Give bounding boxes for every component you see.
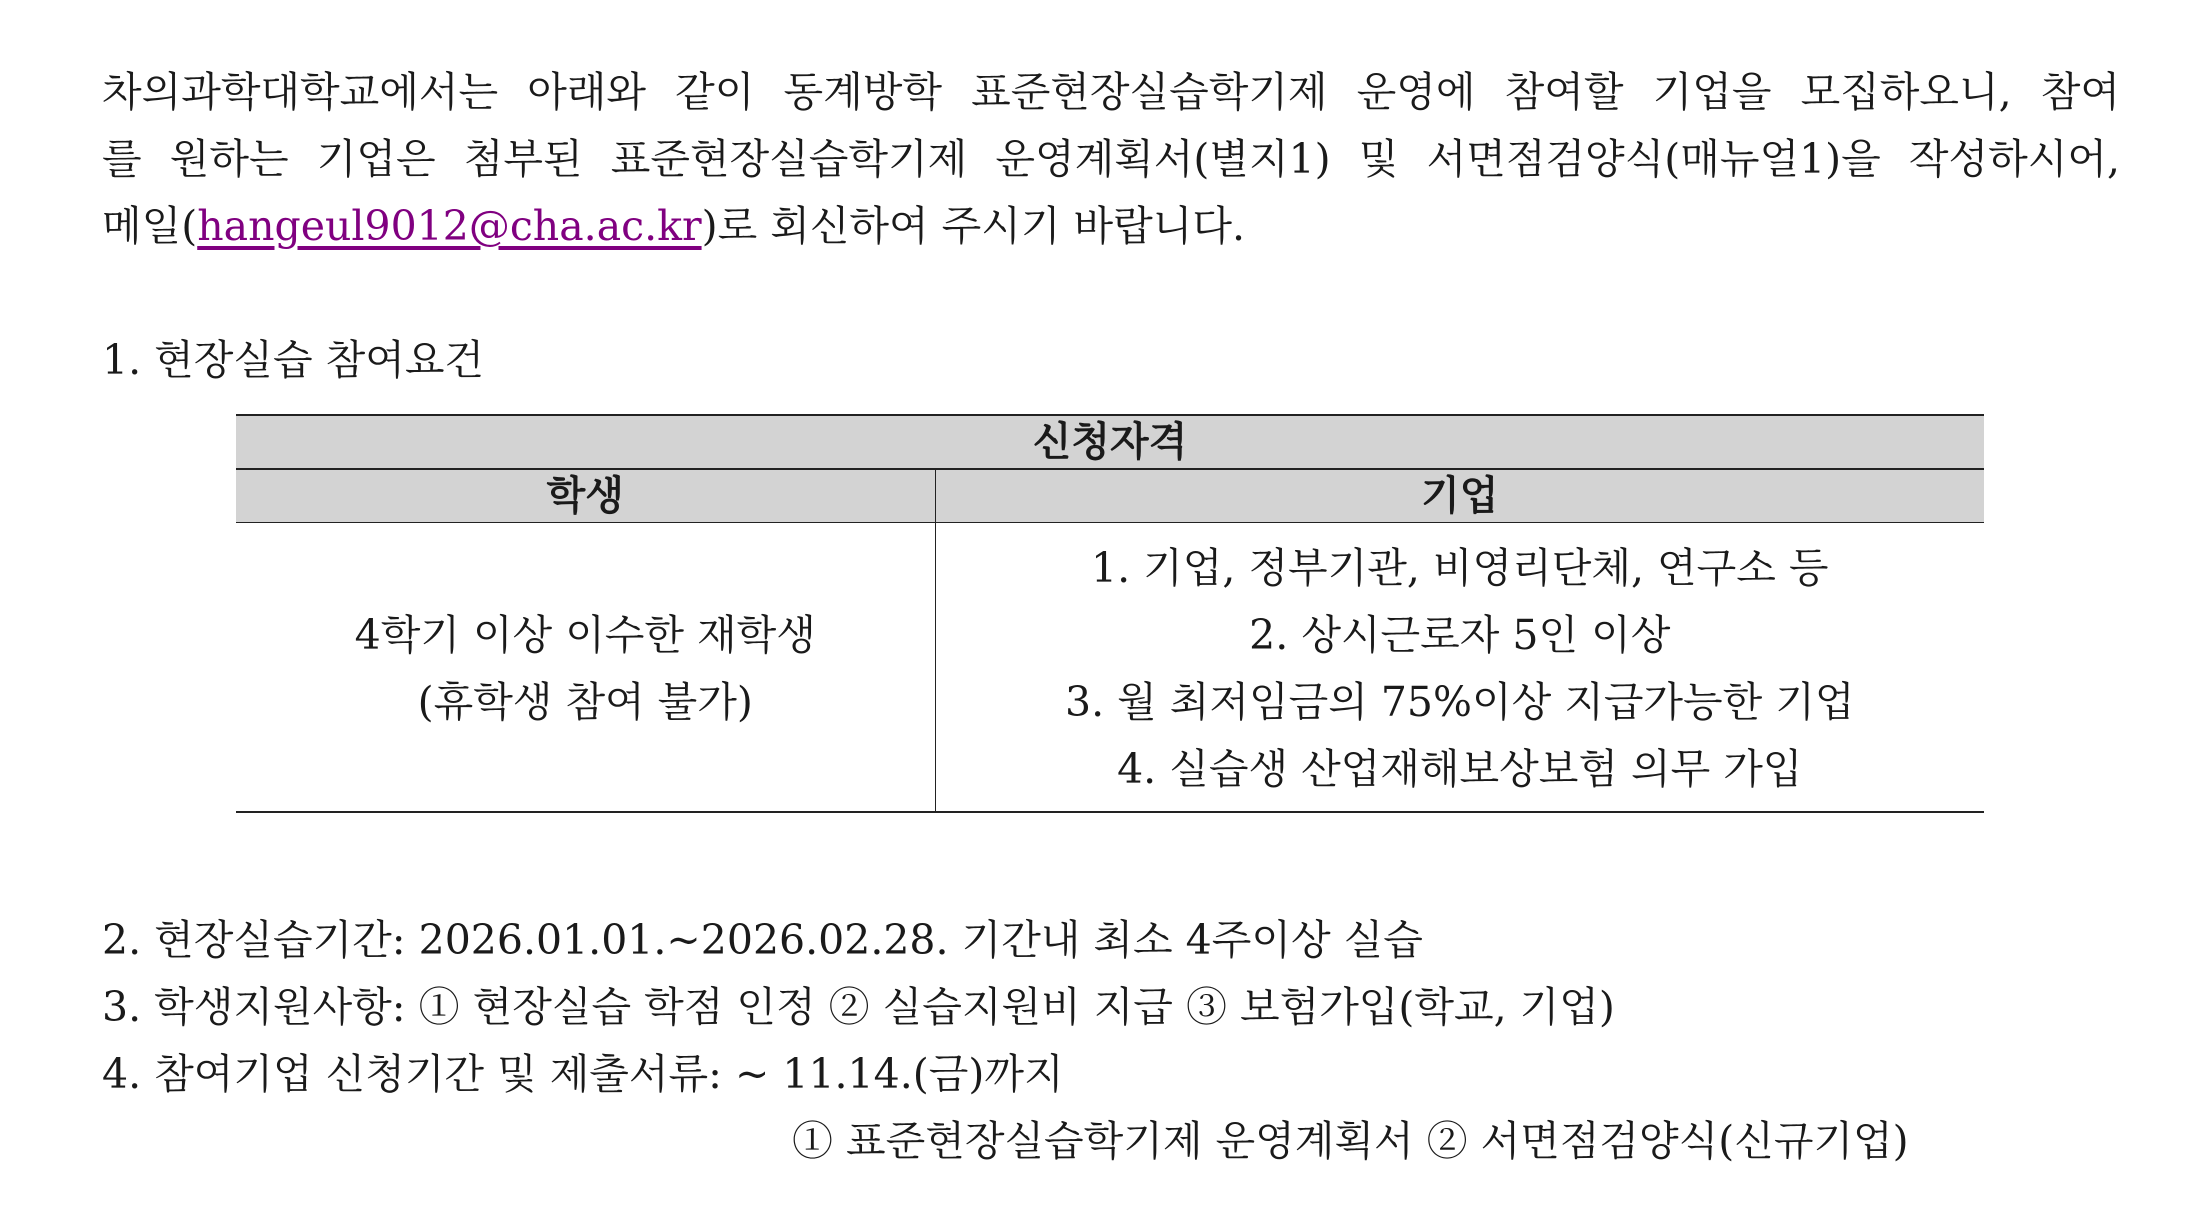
- intro-line-3-suffix: )로 회신하여 주시기 바랍니다.: [701, 202, 1245, 250]
- email-link[interactable]: hangeul9012@cha.ac.kr: [197, 202, 702, 250]
- table-title: 신청자격: [236, 415, 1984, 469]
- intro-line-1: 차의과학대학교에서는 아래와 같이 동계방학 표준현장실습학기제 운영에 참여할 기업을 모집하오니, 참여: [102, 68, 2120, 116]
- company-requirements-cell: [935, 523, 1984, 813]
- student-requirements-cell: [236, 523, 935, 813]
- intro-line-3-prefix: 메일(: [102, 202, 198, 250]
- company-requirement-line: 1. 기업, 정부기관, 비영리단체, 연구소 등: [1091, 544, 1829, 592]
- item-3-support: 3. 학생지원사항: ① 현장실습 학점 인정 ② 실습지원비 지급 ③ 보험가입(학교, 기업): [102, 983, 1615, 1031]
- eligibility-table: [236, 414, 1984, 813]
- intro-line-3: [102, 198, 1245, 254]
- column-header-student: 학생: [236, 469, 935, 523]
- item-2-period: 2. 현장실습기간: 2026.01.01.~2026.02.28. 기간내 최소 4주이상 실습: [102, 916, 1423, 964]
- student-requirement-line: 4학기 이상 이수한 재학생: [354, 611, 816, 659]
- student-requirement-line: (휴학생 참여 불가): [417, 678, 753, 726]
- column-header-company: 기업: [935, 469, 1984, 523]
- company-requirement-line: 4. 실습생 산업재해보상보험 의무 가입: [1117, 745, 1803, 793]
- company-requirement-line: 3. 월 최저임금의 75%이상 지급가능한 기업: [1065, 678, 1855, 726]
- item-4-documents: ① 표준현장실습학기제 운영계획서 ② 서면점검양식(신규기업): [792, 1117, 1909, 1165]
- section-1-heading: 1. 현장실습 참여요건: [102, 336, 485, 384]
- intro-line-2: 를 원하는 기업은 첨부된 표준현장실습학기제 운영계획서(별지1) 및 서면점검양식(매뉴얼1)을 작성하시어,: [102, 135, 2120, 183]
- table-row: [236, 523, 1984, 813]
- item-4-application: 4. 참여기업 신청기간 및 제출서류: ~ 11.14.(금)까지: [102, 1050, 1064, 1098]
- company-requirement-line: 2. 상시근로자 5인 이상: [1249, 611, 1671, 659]
